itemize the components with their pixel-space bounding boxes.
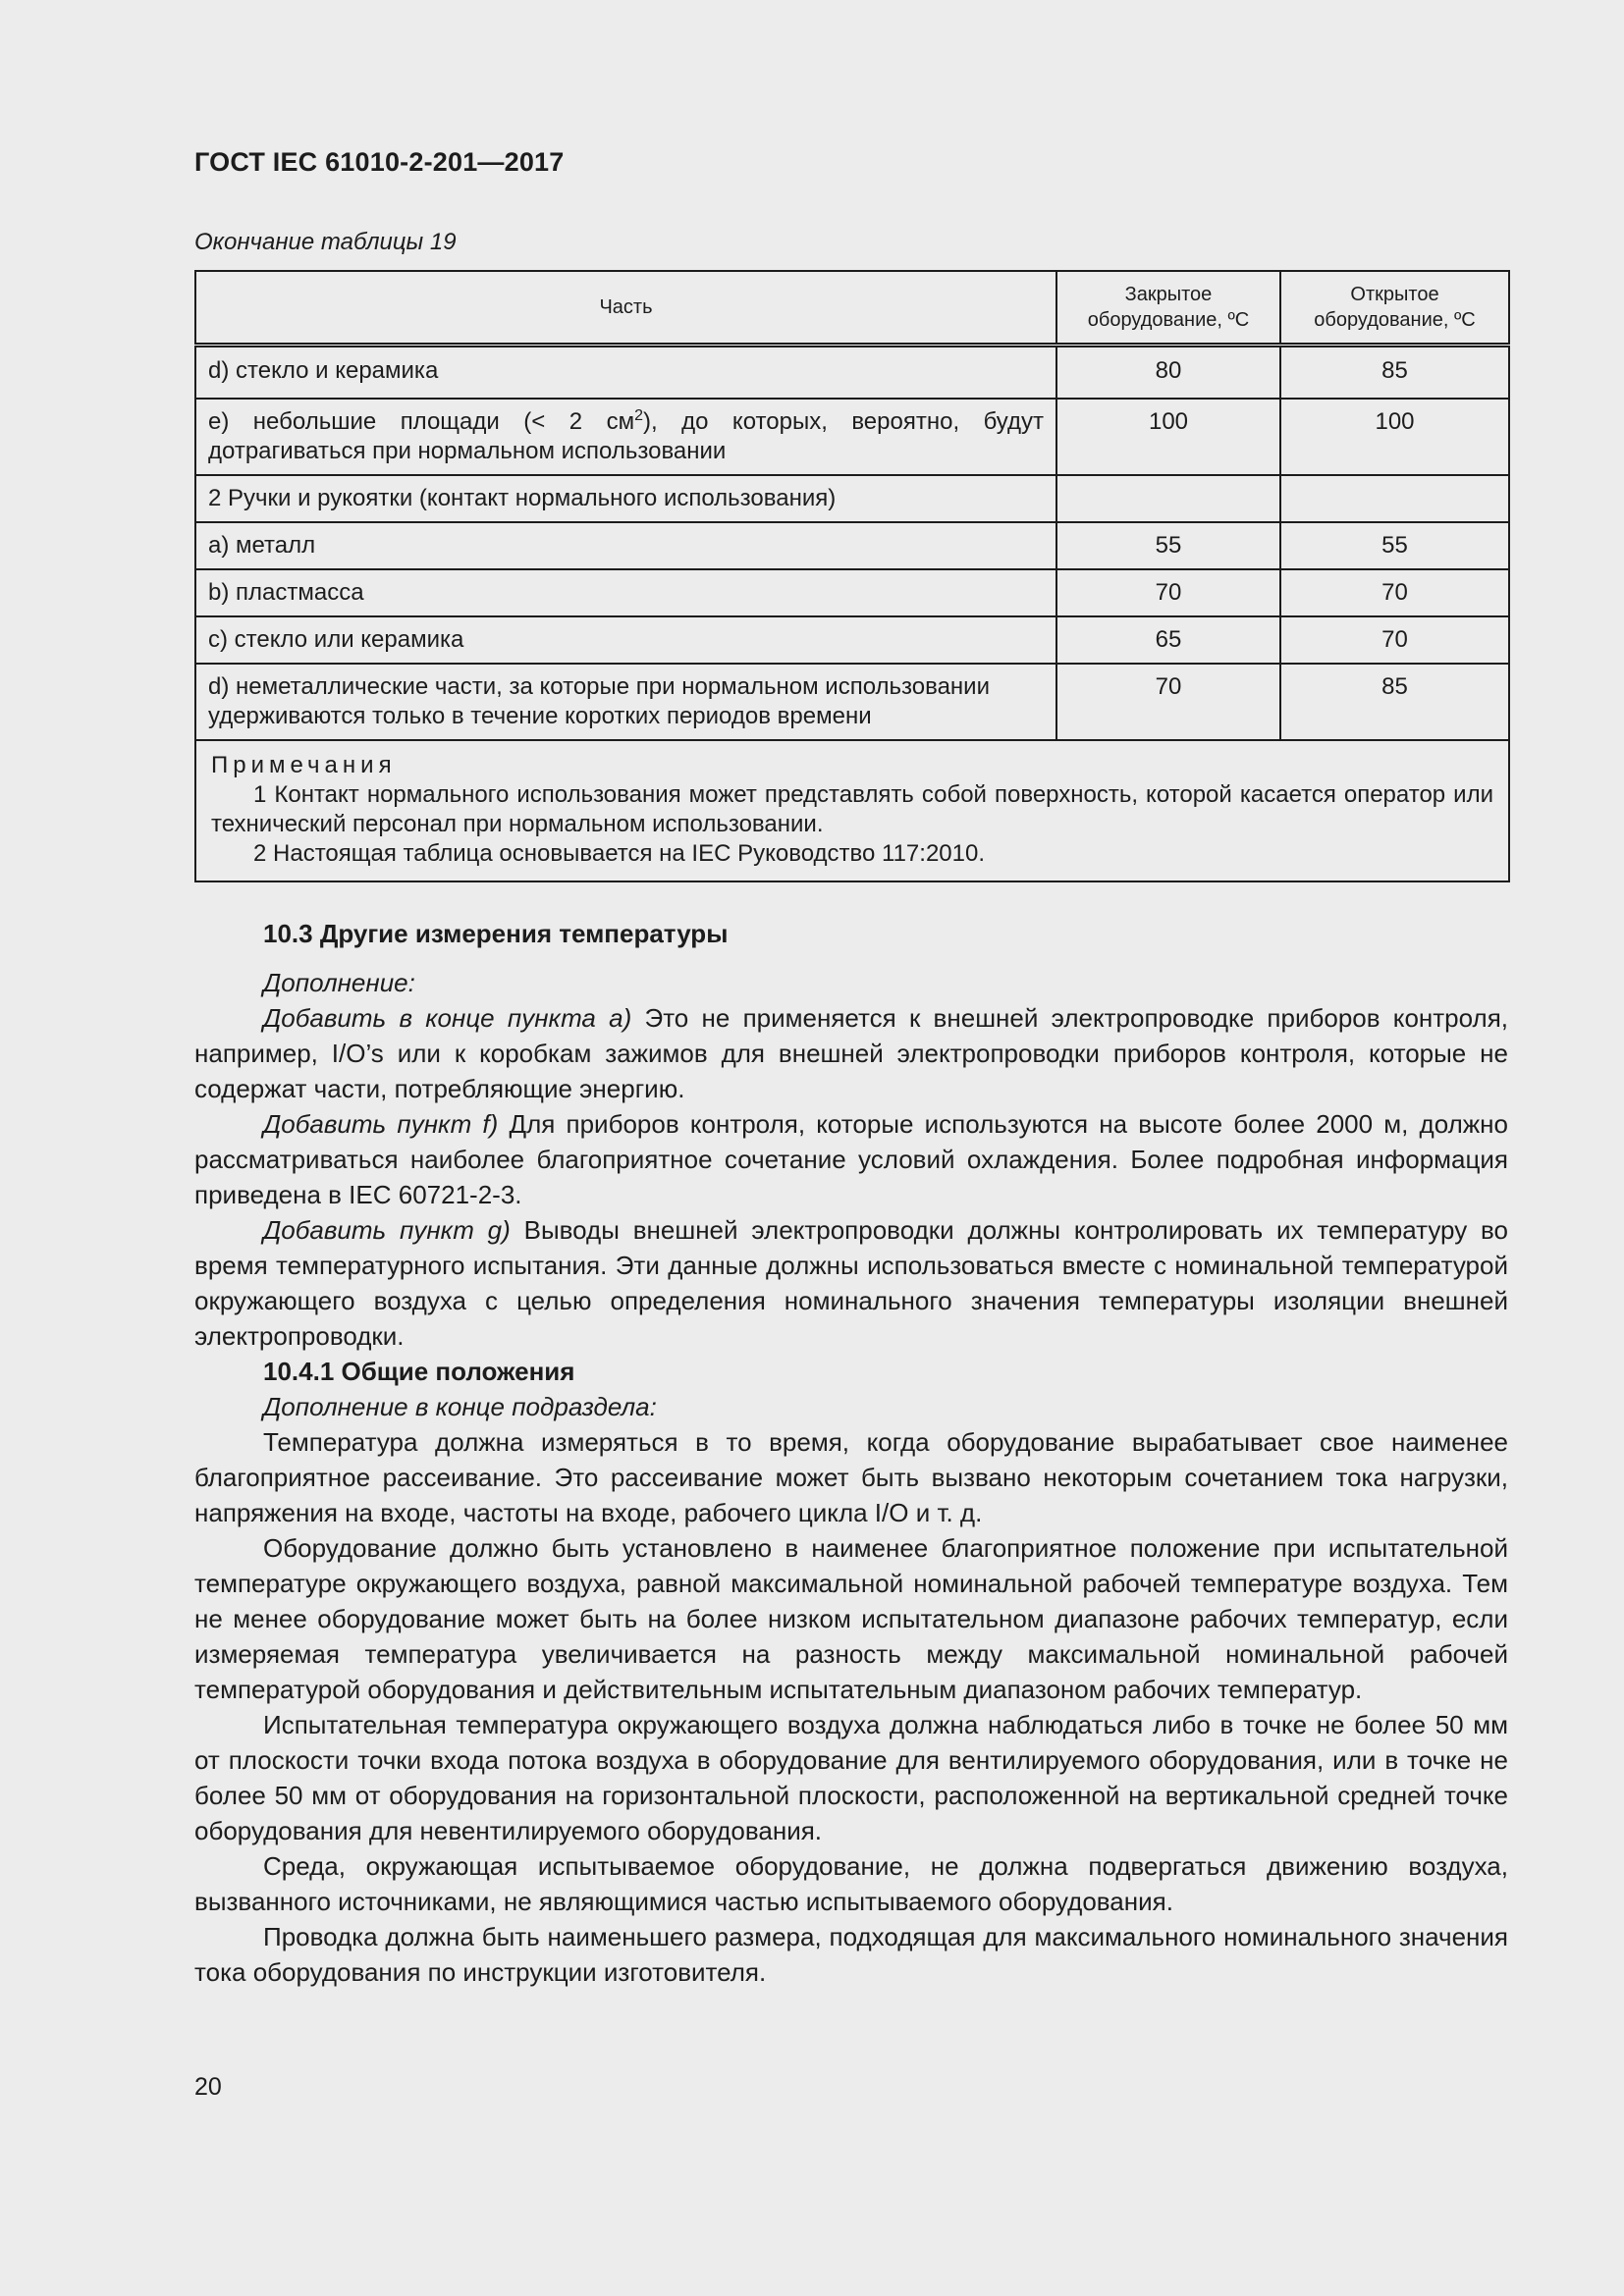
cell-closed: [1056, 475, 1280, 522]
paragraph-text: Это не применяется к внешней электропроводке приборов контроля, например, I/O’s или к коробкам зажимов для внешней электропроводки приборов контроля, которые не содержат части, потребляющие энергию.: [194, 1003, 1509, 1103]
cell-part: [195, 399, 1056, 475]
paragraph-label: Добавить пункт g): [263, 1215, 511, 1245]
cell-closed: 55: [1056, 522, 1280, 569]
document-page: [194, 147, 1508, 1990]
cell-open: 100: [1280, 399, 1509, 475]
temperature-table: [194, 270, 1510, 882]
paragraph-label: Добавить в конце пункта a): [263, 1003, 632, 1033]
cell-part: c) стекло или керамика: [195, 616, 1056, 664]
cell-open: 70: [1280, 569, 1509, 616]
table-row: [195, 522, 1509, 569]
table-row: [195, 616, 1509, 664]
note-1: 1 Контакт нормального использования может представлять собой поверхность, которой касается оператор или технический персонал при нормальном использовании.: [211, 781, 1493, 837]
superscript-2: 2: [634, 407, 643, 424]
table-header-row: [195, 271, 1509, 346]
paragraph-text: Выводы внешней электропроводки должны контролировать их температуру во время температурного испытания. Эти данные должны использоваться вместе с номинальной температурой окружающего воздуха с целью определения номинального значения температуры изоляции внешней электропроводки.: [194, 1215, 1508, 1351]
note-2: 2 Настоящая таблица основывается на IEC Руководство 117:2010.: [253, 840, 985, 867]
cell-part: b) пластмасса: [195, 569, 1056, 616]
paragraph-text: Для приборов контроля, которые используются на высоте более 2000 м, должно рассматриваться наиболее благоприятное сочетание условий охлаждения. Более подробная информация приведена в IEC 60721-2-3.: [194, 1109, 1508, 1209]
cell-part: d) неметаллические части, за которые при нормальном использовании удерживаются только в течение коротких периодов времени: [195, 664, 1056, 740]
page-number: 20: [194, 2073, 222, 2101]
table-notes: [195, 740, 1509, 881]
paragraph-label: Добавить пункт f): [263, 1109, 499, 1139]
cell-part: a) металл: [195, 522, 1056, 569]
cell-closed: 70: [1056, 569, 1280, 616]
table-row: [195, 346, 1509, 400]
cell-closed: 80: [1056, 346, 1280, 400]
cell-closed: 70: [1056, 664, 1280, 740]
paragraph: Проводка должна быть наименьшего размера, подходящая для максимального номинального значения тока оборудования по инструкции изготовителя.: [194, 1922, 1508, 1987]
cell-open: [1280, 475, 1509, 522]
notes-title: Примечания: [211, 752, 397, 778]
addition-label: [194, 965, 1508, 1000]
addition-text: Дополнение:: [263, 968, 415, 997]
cell-open: 55: [1280, 522, 1509, 569]
table-row: [195, 569, 1509, 616]
paragraph: Среда, окружающая испытываемое оборудование, не должна подвергаться движению воздуха, вызванного источниками, не являющимися частью испытываемого оборудования.: [194, 1851, 1508, 1916]
table-caption: Окончание таблицы 19: [194, 229, 457, 255]
body-text: [194, 916, 1508, 1990]
header-open-equipment: Открытое оборудование, ºС: [1280, 271, 1509, 346]
document-header: ГОСТ IEC 61010-2-201—2017: [194, 147, 565, 177]
cell-part-text-cont: ), до которых, вероятно, будут дотрагиваться при нормальном использовании: [208, 408, 1044, 464]
paragraph-item-g: [194, 1212, 1508, 1354]
cell-closed: 65: [1056, 616, 1280, 664]
paragraph-item-a: [194, 1000, 1508, 1106]
cell-open: 85: [1280, 346, 1509, 400]
table-row: [195, 664, 1509, 740]
header-closed-equipment: Закрытое оборудование, ºС: [1056, 271, 1280, 346]
cell-part-text: e) небольшие площади (< 2 см: [208, 408, 635, 435]
table-row: [195, 475, 1509, 522]
paragraph: Оборудование должно быть установлено в наименее благоприятное положение при испытательной температуре окружающего воздуха, равной максимальной номинальной рабочей температуре воздуха. Тем не менее оборудование может быть на более низком испытательном диапазоне рабочих температур, если измеряемая температура увеличивается на разность между максимальной номинальной рабочей температурой оборудования и действительным испытательным диапазоном рабочих температур.: [194, 1533, 1508, 1704]
cell-closed: 100: [1056, 399, 1280, 475]
table-row: [195, 399, 1509, 475]
paragraph: Испытательная температура окружающего воздуха должна наблюдаться либо в точке не более 50 мм от плоскости точки входа потока воздуха в оборудование для вентилируемого оборудования, или в точке не более 50 мм от оборудования на горизонтальной плоскости, расположенной на вертикальной средней точке оборудования для невентилируемого оборудования.: [194, 1710, 1508, 1845]
cell-part: d) стекло и керамика: [195, 346, 1056, 400]
paragraph: Температура должна измеряться в то время, когда оборудование вырабатывает свое наименее благоприятное рассеивание. Это рассеивание может быть вызвано некоторым сочетанием тока нагрузки, напряжения на входе, частоты на входе, рабочего цикла I/O и т. д.: [194, 1427, 1508, 1527]
table-notes-row: [195, 740, 1509, 881]
addition-text: Дополнение в конце подраздела:: [263, 1392, 657, 1421]
cell-open: 70: [1280, 616, 1509, 664]
addition-label: [194, 1389, 1508, 1424]
section-heading-10-3: 10.3 Другие измерения температуры: [263, 919, 729, 948]
header-part: Часть: [195, 271, 1056, 346]
section-heading-10-4-1: 10.4.1 Общие положения: [263, 1357, 575, 1386]
paragraph-item-f: [194, 1106, 1508, 1212]
cell-part: 2 Ручки и рукоятки (контакт нормального использования): [195, 475, 1056, 522]
cell-open: 85: [1280, 664, 1509, 740]
